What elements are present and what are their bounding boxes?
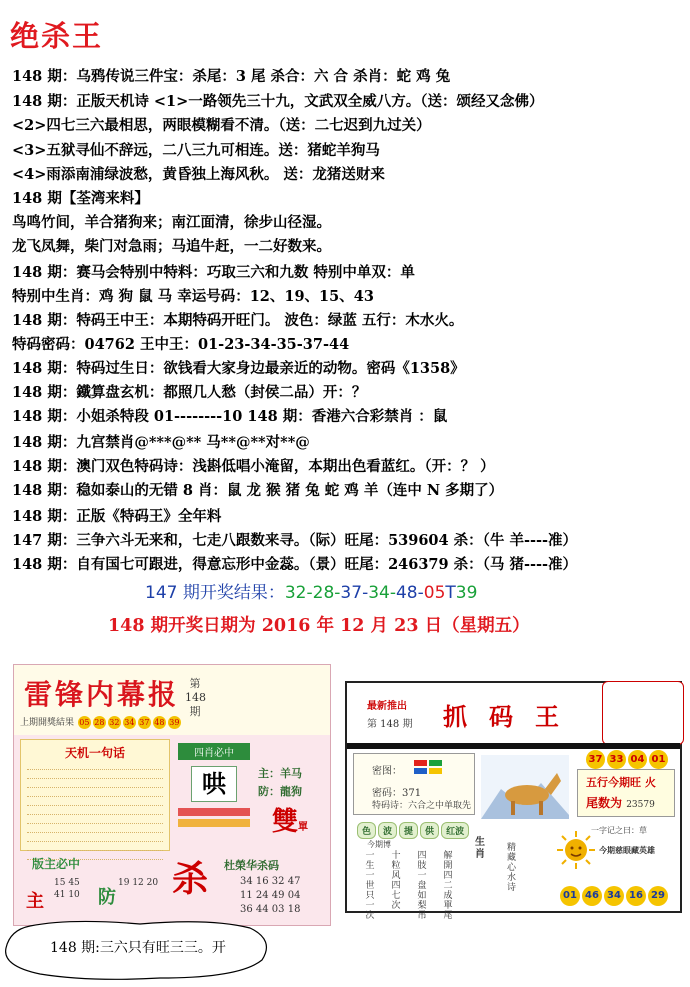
zhu-text: 主：羊马 (258, 767, 302, 780)
result-numbers (285, 583, 478, 603)
advert-issue: 第 148 期 (367, 719, 413, 730)
ball: 33 (607, 750, 626, 769)
text-line: 148 期：特码王中王：本期特码开旺门。 波色：绿蓝 五行：木水火。 (12, 312, 464, 329)
weishu-text: 尾数为 23579 (586, 796, 655, 810)
fang-label: 防 (98, 887, 116, 908)
shengxiao-label: 生肖 (475, 837, 485, 860)
result-number: 37 (340, 583, 363, 603)
ball: 39 (169, 718, 180, 727)
advert-issue: 第148期 (185, 677, 206, 718)
text-line: 148 期：特码过生日：欲钱看大家身边最亲近的动物。密码《1358》 (12, 360, 465, 377)
zhu-label: 主 (26, 891, 44, 912)
ball: 04 (628, 750, 647, 769)
banzhu-title: 版主必中 (32, 857, 81, 871)
result-number: 48 (395, 583, 418, 603)
text-line: 148 期：小姐杀特段 01--------10 148 期：香港六合彩禁肖 ：鼠 (12, 408, 448, 425)
red-frame (602, 681, 684, 745)
poem-title: 精藏心水诗 (507, 843, 517, 893)
text-line: 148 期：稳如泰山的无错 8 肖：鼠 龙 猴 猪 兔 蛇 鸡 羊（连中 N 多期了） (12, 482, 504, 499)
mima-text: 密码：371 (372, 788, 422, 799)
result-number: 05 (423, 583, 446, 603)
ball: 37 (586, 750, 605, 769)
ball: 37 (139, 718, 150, 727)
text-line: 148 期：九宫禁肖@***@** 马**@**对**@ (12, 434, 310, 451)
text-line: 特码密码：04762 王中王：01-23-34-35-37-44 (12, 336, 350, 353)
result-number: 28 (312, 583, 335, 603)
text-line: 148 期：乌鸦传说三件宝：杀尾：3 尾 杀合：六 合 杀肖：蛇 鸡 兔 (12, 68, 451, 85)
today-label: 今期博 (367, 840, 391, 849)
result-separator: - (334, 583, 341, 603)
dan-char: 單 (298, 822, 309, 833)
wuxing-text: 五行今期旺 火 (586, 776, 656, 789)
big-char: 哄 (191, 766, 237, 802)
ball: 16 (626, 886, 646, 906)
last-result-balls (77, 718, 182, 728)
bottom-balls (560, 883, 670, 906)
page-title: 绝杀王 (10, 19, 104, 53)
text-line: 148 期：澳门双色特码诗：浅斟低唱小淹留，本期出色看蓝红。（开：？ ） (12, 458, 495, 475)
color-tags (357, 819, 471, 839)
text-line: 148 期：自有国七可跟进，得意忘形中金蕊。（景）旺尾：246379 杀：（马 猪----准） (12, 556, 578, 573)
color-tag: 波 (378, 822, 397, 839)
fang-text: 防：龍狗 (258, 785, 302, 798)
windows-logo-icon (414, 760, 442, 774)
yizi-text: 一字记之曰：草 (591, 826, 647, 835)
result-special: 39 (455, 583, 478, 603)
advert-name: 抓码王 (443, 702, 581, 731)
sun-face-icon (557, 831, 595, 869)
text-line: 148 期：赛马会特别中特料：巧取三六和九数 特别中单双：单 (12, 264, 415, 281)
color-tag: 供 (420, 822, 439, 839)
sha-title: 杜榮华杀码 (224, 859, 279, 872)
tema-text: 特码诗：六合之中单取先 (372, 801, 472, 811)
poem-column: 解開四二成單尾 (443, 851, 453, 921)
text-line: 龙飞凤舞，柴门对急雨；马追牛赶，一二好数来。 (12, 238, 331, 255)
sha-grid: 34 16 32 47 11 24 49 04 36 44 03 18 (240, 876, 301, 915)
wuxing-panel (577, 769, 675, 817)
text-line: <3>五狱寻仙不辞远，二八三九可相连。送：猪蛇羊狗马 (12, 142, 380, 159)
color-tag: 红波 (441, 822, 469, 839)
ball: 34 (604, 886, 624, 906)
text-line: 鸟鸣竹间，羊合猪狗来；南江面清，徐步山径湿。 (12, 214, 331, 231)
ball: 01 (649, 750, 668, 769)
result-separator: - (417, 583, 424, 603)
text-line: <4>雨添南浦绿波愁，黄昏独上海风秋。 送：龙猪送财来 (12, 166, 385, 183)
ball: 05 (79, 718, 90, 727)
poem-column: 一生一世只一次 (365, 851, 375, 921)
ball: 01 (560, 886, 580, 906)
ball: 34 (124, 718, 135, 727)
shuang-char: 雙單 (272, 807, 309, 837)
result-separator: - (389, 583, 396, 603)
top-balls (586, 747, 670, 769)
bubble-text: 148 期:三六只有旺三三。开 (50, 940, 226, 956)
draw-result (145, 578, 477, 603)
ball: 28 (94, 718, 105, 727)
result-label: 147 期开奖结果： (145, 583, 285, 603)
big-char-panel (178, 743, 250, 843)
mitu-panel (353, 753, 475, 815)
text-line: <2>四七三六最相思，两眼模糊看不清。（送：二七迟到九过关） (12, 117, 431, 134)
advert-zhuamawang (345, 681, 682, 921)
result-separator: - (362, 583, 369, 603)
result-number: 32 (284, 583, 307, 603)
ball: 32 (109, 718, 120, 727)
last-result-label: 上期開獎結果 (20, 718, 75, 728)
ball: 48 (154, 718, 165, 727)
color-tag: 色 (357, 822, 376, 839)
color-tag: 提 (399, 822, 418, 839)
advert-leifeng (13, 664, 331, 926)
sha-char: 杀 (172, 858, 209, 900)
zhu-numbers: 15 45 41 10 (54, 878, 80, 900)
tianji-title: 天机一句话 (64, 746, 125, 760)
ball: 29 (648, 886, 668, 906)
jinqi-text: 今期慈眼藏英雄 (599, 845, 655, 855)
tianji-panel (20, 739, 170, 851)
mitu-label: 密图： (372, 766, 402, 777)
advert-name: 雷锋内幕报 (24, 678, 180, 711)
draw-date: 148 期开奖日期为 2016 年 12 月 23 日（星期五） (108, 616, 530, 636)
horse-illustration-icon (481, 755, 569, 819)
text-line: 特别中生肖：鸡 狗 鼠 马 幸运号码：12、19、15、43 (12, 288, 374, 305)
text-line: 148 期：正版《特码王》全年料 (12, 508, 222, 525)
zhu-fang (258, 765, 302, 801)
poem-column: 十粒风四七次 (391, 851, 401, 911)
fang-numbers: 19 12 20 (118, 878, 159, 888)
text-line: 148 期：正版天机诗 <1>一路领先三十九，文武双全威八方。（送：颂经又念佛） (12, 93, 544, 110)
text-line: 147 期：三争六斗无来和，七走八跟数来寻。（际）旺尾：539604 杀：（牛 羊----准） (12, 532, 578, 549)
big-char-tag: 四肖必中 (178, 743, 250, 760)
advert-last-result (20, 715, 182, 729)
text-line: 148 期【荃湾来料】 (12, 190, 149, 207)
result-separator: - (306, 583, 313, 603)
poem-column: 四肢一盘如梨吊 (417, 851, 427, 921)
result-number: 34 (368, 583, 390, 603)
advert-latest: 最新推出 (367, 701, 407, 712)
result-t: T (445, 583, 456, 603)
ball: 46 (582, 886, 602, 906)
text-line: 148 期：鐵算盘玄机：都照几人愁（封侯二品）开：？ (12, 384, 367, 401)
